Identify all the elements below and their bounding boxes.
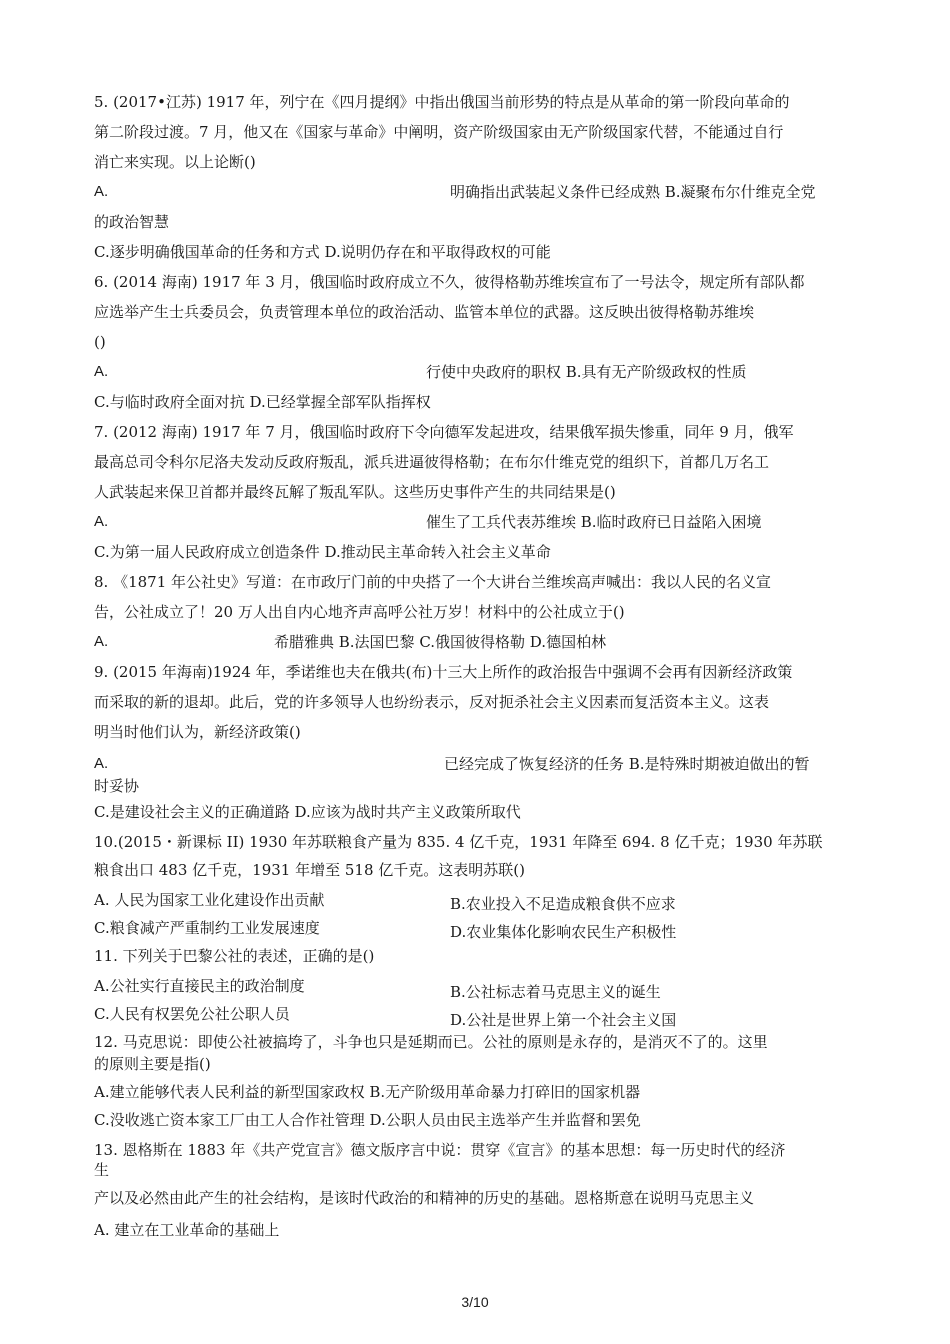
q9-stem-line-3: 明当时他们认为，新经济政策() [94, 723, 301, 741]
q12-stem-line-2: 的原则主要是指() [94, 1055, 211, 1073]
q6-stem-line-2: 应选举产生士兵委员会，负责管理本单位的政治活动、监管本单位的武器。这反映出彼得格勒苏维埃 [94, 303, 755, 321]
q10-stem-line-2: 粮食出口 483 亿千克，1931 年增至 518 亿千克。这表明苏联() [94, 861, 525, 879]
q5-stem-line-3: 消亡来实现。以上论断() [94, 153, 256, 171]
q8-option-a-label: A. [94, 633, 109, 650]
q5-option-b-cont: 的政治智慧 [94, 213, 170, 231]
q10-option-c: C.粮食减产严重制约工业发展速度 [94, 919, 320, 937]
q9-options-c-d: C.是建设社会主义的正确道路 D.应该为战时共产主义政策所取代 [94, 803, 521, 821]
q6-options-c-d: C.与临时政府全面对抗 D.已经掌握全部军队指挥权 [94, 393, 431, 411]
q5-option-a-label: A. [94, 183, 109, 200]
q11-option-b: B.公社标志着马克思主义的诞生 [450, 983, 661, 1001]
q13-stem-line-2: 生 [94, 1161, 110, 1179]
q7-stem-line-1: 7. (2012 海南) 1917 年 7 月，俄国临时政府下令向德军发起进攻，结果俄军损失惨重，同年 9 月，俄军 [94, 423, 794, 441]
q8-stem-line-2: 告，公社成立了！20 万人出自内心地齐声高呼公社万岁！材料中的公社成立于() [94, 603, 625, 621]
q12-options-a-b: A.建立能够代表人民利益的新型国家政权 B.无产阶级用革命暴力打碎旧的国家机器 [94, 1083, 641, 1101]
q6-stem-line-3: () [94, 333, 106, 351]
q10-stem-line-1: 10.(2015・新课标 II) 1930 年苏联粮食产量为 835. 4 亿千克，1931 年降至 694. 8 亿千克；1930 年苏联 [94, 833, 823, 851]
page-number: 3/10 [461, 1294, 489, 1310]
q11-option-d: D.公社是世界上第一个社会主义国 [450, 1011, 677, 1029]
q10-option-a: A. 人民为国家工业化建设作出贡献 [94, 891, 325, 909]
q9-stem-line-1: 9. (2015 年海南)1924 年，季诺维也夫在俄共(布)十三大上所作的政治报告中强调不会再有因新经济政策 [94, 663, 793, 681]
q12-options-c-d: C.没收逃亡资本家工厂由工人合作社管理 D.公职人员由民主选举产生并监督和罢免 [94, 1111, 641, 1129]
q5-stem-line-1: 5. (2017•江苏) 1917 年，列宁在《四月提纲》中指出俄国当前形势的特点是从革命的第一阶段向革命的 [94, 93, 790, 111]
q11-option-c: C.人民有权罢免公社公职人员 [94, 1005, 290, 1023]
q7-options-a-b: 催生了工兵代表苏维埃 B.临时政府已日益陷入困境 [426, 513, 762, 531]
q13-stem-line-3: 产以及必然由此产生的社会结构，是该时代政治的和精神的历史的基础。恩格斯意在说明马克思主义 [94, 1189, 755, 1207]
q13-stem-line-1: 13. 恩格斯在 1883 年《共产党宣言》德文版序言中说：贯穿《宣言》的基本思想：每一历史时代的经济 [94, 1141, 786, 1159]
q9-option-b-cont: 时妥协 [94, 777, 140, 795]
q5-stem-line-2: 第二阶段过渡。7 月，他又在《国家与革命》中阐明，资产阶级国家由无产阶级国家代替，不能通过自行 [94, 123, 784, 141]
q5-options-c-d: C.逐步明确俄国革命的任务和方式 D.说明仍存在和平取得政权的可能 [94, 243, 551, 261]
q7-stem-line-3: 人武装起来保卫首都并最终瓦解了叛乱军队。这些历史事件产生的共同结果是() [94, 483, 616, 501]
q9-options-a-b: 已经完成了恢复经济的任务 B.是特殊时期被迫做出的暂 [444, 755, 810, 773]
q5-options-a-b: 明确指出武装起义条件已经成熟 B.凝聚布尔什维克全党 [450, 183, 816, 201]
q9-stem-line-2: 而采取的新的退却。此后，党的许多领导人也纷纷表示，反对扼杀社会主义因素而复活资本主义。这表 [94, 693, 770, 711]
q7-options-c-d: C.为第一届人民政府成立创造条件 D.推动民主革命转入社会主义革命 [94, 543, 551, 561]
q10-option-b: B.农业投入不足造成粮食供不应求 [450, 895, 676, 913]
q6-option-a-label: A. [94, 363, 109, 380]
q6-stem-line-1: 6. (2014 海南) 1917 年 3 月，俄国临时政府成立不久，彼得格勒苏维埃宣布了一号法令，规定所有部队都 [94, 273, 805, 291]
q9-option-a-label: A. [94, 755, 109, 772]
q11-option-a: A.公社实行直接民主的政治制度 [94, 977, 305, 995]
q11-stem: 11. 下列关于巴黎公社的表述，正确的是() [94, 947, 375, 965]
q8-stem-line-1: 8. 《1871 年公社史》写道：在市政厅门前的中央搭了一个大讲台兰维埃高声喊出：我以人民的名义宣 [94, 573, 772, 591]
q7-option-a-label: A. [94, 513, 109, 530]
q7-stem-line-2: 最高总司令科尔尼洛夫发动反政府叛乱，派兵进逼彼得格勒；在布尔什维克党的组织下，首都几万名工 [94, 453, 770, 471]
q10-option-d: D.农业集体化影响农民生产积极性 [450, 923, 677, 941]
q12-stem-line-1: 12. 马克思说：即使公社被搞垮了，斗争也只是延期而已。公社的原则是永存的，是消灭不了的。这里 [94, 1033, 768, 1051]
q13-option-a: A. 建立在工业革命的基础上 [94, 1221, 280, 1239]
q8-options: 希腊雅典 B.法国巴黎 C.俄国彼得格勒 D.德国柏林 [274, 633, 607, 651]
q6-options-a-b: 行使中央政府的职权 B.具有无产阶级政权的性质 [426, 363, 747, 381]
